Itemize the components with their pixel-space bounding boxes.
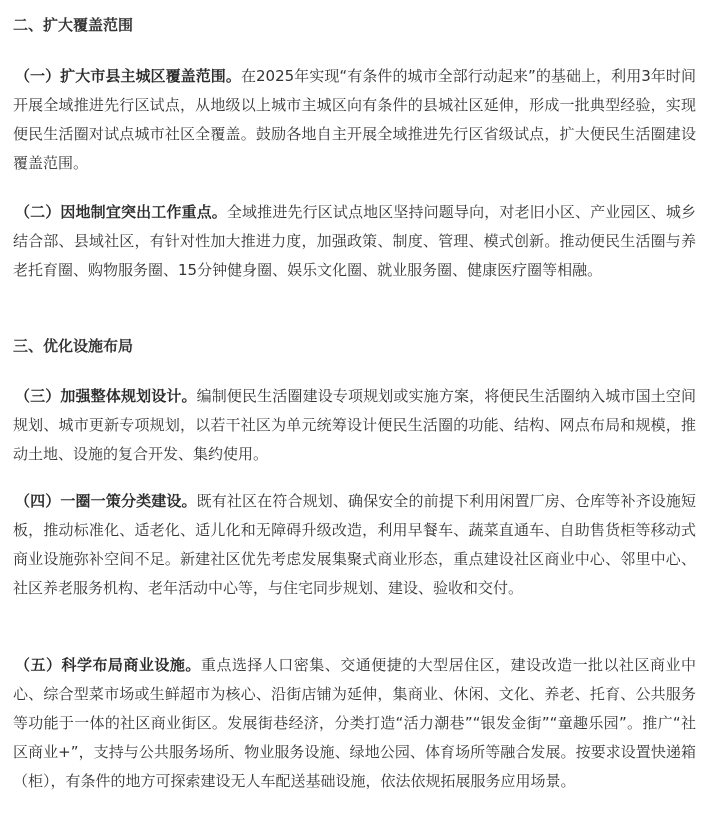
paragraph-body: 重点选择人口密集、交通便捷的大型居住区，建设改造一批以社区商业中心、综合型菜市场或生鲜超市为核心、沿街店铺为延伸，集商业、休闲、文化、养老、托育、公共服务等功能于一体的社区商业街区。发展街巷经济，分类打造“活力潮巷”“银发金街”“童趣乐园”。推广“社区商业+”，支持与公共服务场所、物业服务设施、绿地公园、体育场所等融合发展。按要求设置快递箱（柜），有条件的地方可探索建设无人车配送基础设施，依法依规拓展服务应用场景。	[13, 656, 696, 790]
paragraph-body: 全域推进先行区试点地区坚持问题导向，对老旧小区、产业园区、城乡结合部、县域社区，有针对性加大推进力度，加强政策、制度、管理、模式创新。推动便民生活圈与养老托育圈、购物服务圈、15分钟健身圈、娱乐文化圈、就业服务圈、健康医疗圈等相融。	[13, 203, 696, 279]
paragraph-body: 编制便民生活圈建设专项规划或实施方案，将便民生活圈纳入城市国土空间规划、城市更新专项规划，以若干社区为单元统筹设计便民生活圈的功能、结构、网点布局和规模，推动土地、设施的复合开发、集约使用。	[13, 387, 696, 463]
paragraph-classified-construction	[13, 487, 696, 603]
paragraph-lead: （五）科学布局商业设施。	[15, 656, 201, 674]
paragraph-lead: （二）因地制宜突出工作重点。	[15, 203, 227, 221]
paragraph-commercial-facilities	[13, 651, 696, 796]
paragraph-local-focus	[13, 198, 696, 285]
paragraph-overall-planning	[13, 382, 696, 469]
section-heading-optimize-layout: 三、优化设施布局	[13, 337, 134, 355]
paragraph-body: 在2025年实现“有条件的城市全部行动起来”的基础上，利用3年时间开展全域推进先行区试点，从地级以上城市主城区向有条件的县城社区延伸，形成一批典型经验，实现便民生活圈对试点城市社区全覆盖。鼓励各地自主开展全域推进先行区省级试点，扩大便民生活圈建设覆盖范围。	[13, 67, 696, 172]
paragraph-expand-city-coverage	[13, 62, 696, 178]
paragraph-body: 既有社区在符合规划、确保安全的前提下利用闲置厂房、仓库等补齐设施短板，推动标准化、适老化、适儿化和无障碍升级改造，利用早餐车、蔬菜直通车、自助售货柜等移动式商业设施弥补空间不足。新建社区优先考虑发展集聚式商业形态，重点建设社区商业中心、邻里中心、社区养老服务机构、老年活动中心等，与住宅同步规划、建设、验收和交付。	[13, 492, 696, 597]
paragraph-lead: （四）一圈一策分类建设。	[15, 492, 197, 510]
section-heading-expand-coverage: 二、扩大覆盖范围	[13, 16, 134, 34]
paragraph-lead: （一）扩大市县主城区覆盖范围。	[15, 67, 241, 85]
paragraph-lead: （三）加强整体规划设计。	[15, 387, 197, 405]
